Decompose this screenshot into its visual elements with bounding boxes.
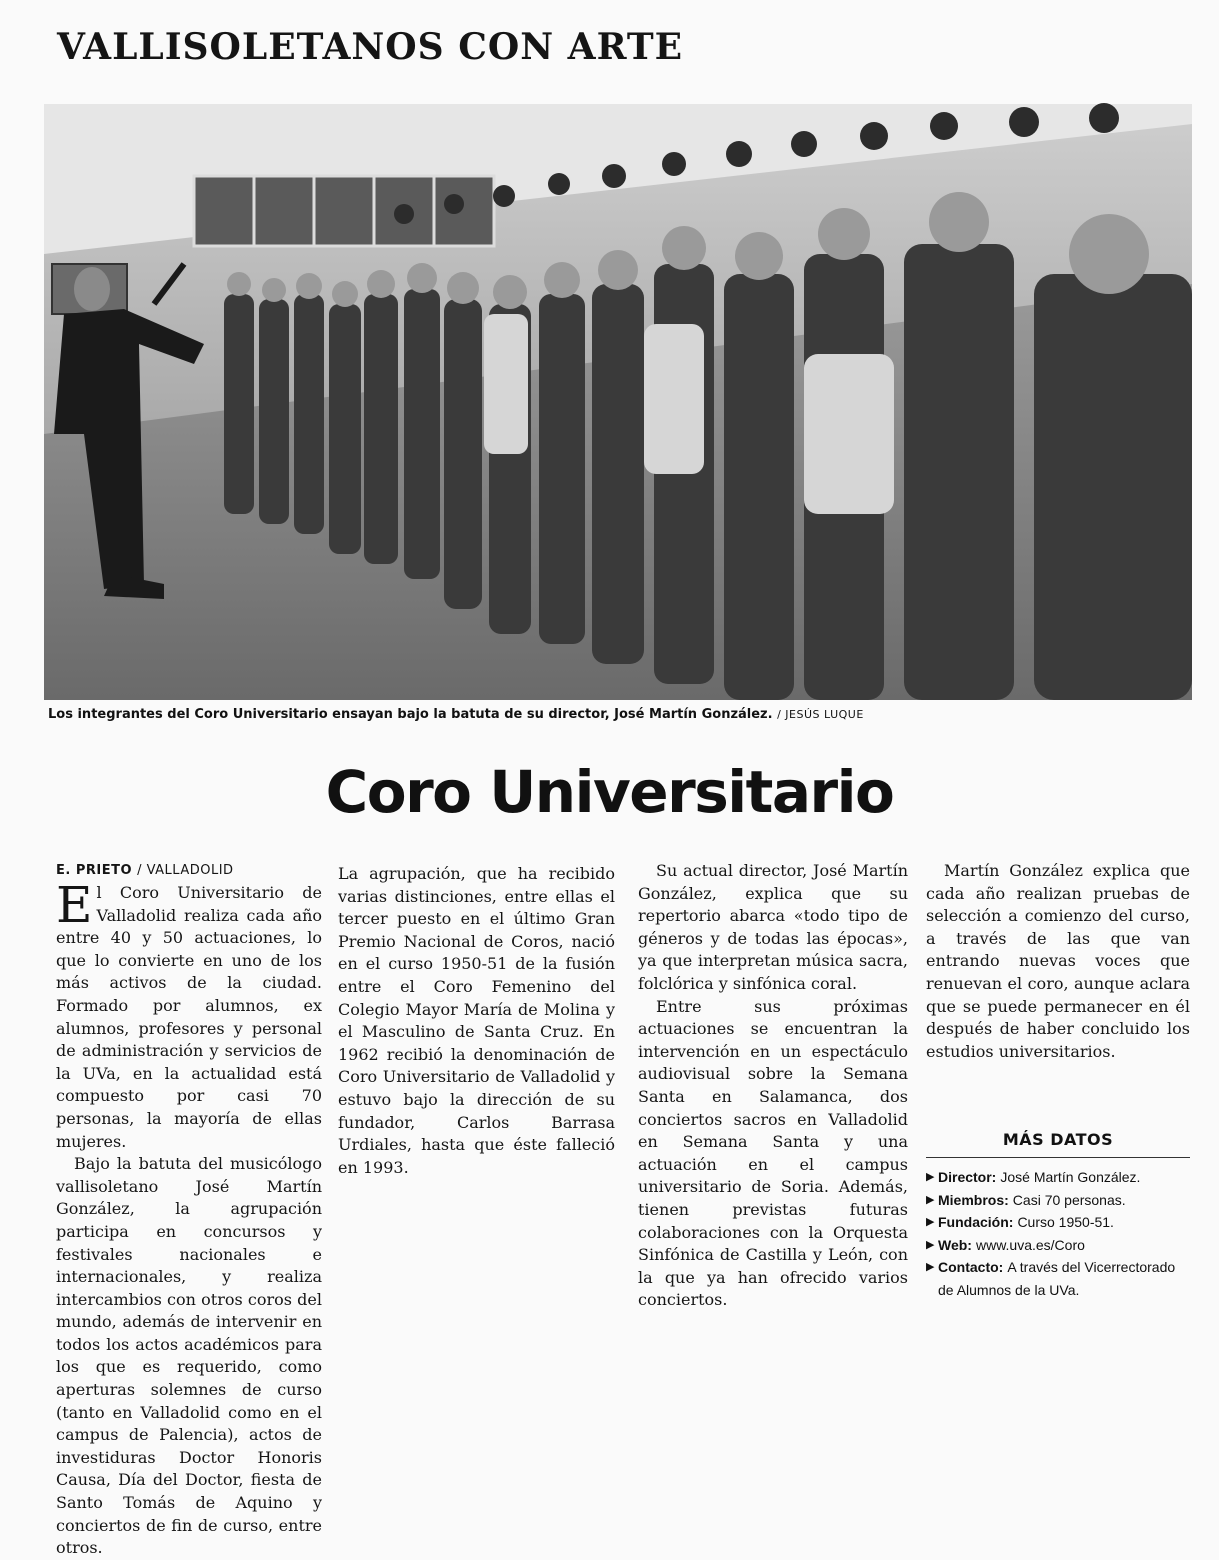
paragraph-6: Martín González explica que cada año realizan pruebas de selección a comienzo del curso, a través de las que van entrando nuevas voces que renuevan el coro, aunque aclara que se puede permanecer en él después de haber concluido los estudios universitarios. xyxy=(926,861,1190,1061)
article-column-3 xyxy=(638,860,908,1310)
paragraph-1 xyxy=(56,876,322,1153)
fact-miembros xyxy=(926,1189,1190,1212)
fact-web-link[interactable]: www.uva.es/Coro xyxy=(975,1236,1085,1253)
paragraph-2: Bajo la batuta del musicólogo vallisoletano José Martín González, la agrupación participa en concursos y festivales nacionales e internacionales, y realiza intercambios con otros coros del mundo, además de intervenir en todos los actos académicos para los que es requerido, como aperturas solemnes de curso (tanto en Valladolid como en el campus de Palencia), actos de investiduras Doctor Honoris Causa, Día del Doctor, fiesta de Santo Tomás de Aquino y conciertos de fin de curso, entre otros. xyxy=(56,1154,322,1558)
article-column-2 xyxy=(338,863,615,1303)
photo-caption xyxy=(48,707,1188,722)
fact-label: Contacto: xyxy=(938,1259,1004,1275)
triangle-right-icon: ▶ xyxy=(926,1261,935,1273)
fact-director xyxy=(926,1166,1190,1189)
photo-credit: / JESÚS LUQUE xyxy=(777,708,864,721)
fact-label: Web: xyxy=(938,1236,972,1253)
caption-text: Los integrantes del Coro Universitario ensayan bajo la batuta de su director, José Martín González. xyxy=(48,707,773,722)
choir-photo xyxy=(44,104,1192,700)
fact-box xyxy=(926,1130,1190,1301)
paragraph-1-text: l Coro Universitario de Valladolid realiza cada año entre 40 y 50 actuaciones, lo que lo convierte en uno de los más activos de la ciudad. Formado por alumnos, ex alumnos, profesores y personal de administración y servicios de la UVa, en la actualidad está compuesto por casi 70 personas, la mayoría de ellas mujeres. xyxy=(56,883,322,1151)
byline-author: E. PRIETO xyxy=(56,863,133,878)
fact-fundacion xyxy=(926,1211,1190,1234)
triangle-right-icon: ▶ xyxy=(926,1193,935,1206)
fact-box-title: MÁS DATOS xyxy=(1002,1130,1114,1149)
choir-photo-illustration xyxy=(44,104,1192,700)
fact-value: Casi 70 personas. xyxy=(1012,1191,1126,1208)
fact-contacto xyxy=(926,1256,1190,1301)
byline xyxy=(56,862,322,880)
fact-label: Miembros: xyxy=(938,1191,1009,1208)
byline-city: / VALLADOLID xyxy=(137,863,234,878)
fact-web xyxy=(926,1234,1190,1257)
paragraph-3: La agrupación, que ha recibido varias distinciones, entre ellas el tercer puesto en el último Gran Premio Nacional de Coros, nació en el curso 1950-51 de la fusión entre el Coro Femenino del Colegio Mayor María de Molina y el Masculino de Santa Cruz. En 1962 recibió la denominación de Coro Universitario de Valladolid y estuvo bajo la dirección de su fundador, Carlos Barrasa Urdiales, hasta que éste falleció en 1993. xyxy=(338,864,615,1177)
drop-cap: E xyxy=(56,876,93,934)
triangle-right-icon: ▶ xyxy=(926,1171,935,1183)
fact-value: A través del Vicerrectorado de Alumnos de la UVa. xyxy=(938,1259,1176,1298)
triangle-right-icon: ▶ xyxy=(926,1238,935,1251)
fact-value: José Martín González. xyxy=(1000,1169,1141,1185)
paragraph-4: Su actual director, José Martín González, explica que su repertorio abarca «todo tipo de géneros y de todas las épocas», ya que interpretan música sacra, folclórica y sinfónica coral. xyxy=(638,861,908,993)
paragraph-5: Entre sus próximas actuaciones se encuentran la intervención en un espectáculo audiovisual sobre la Semana Santa en Salamanca, dos conciertos sacros en Valladolid en Semana Santa y una actuación en el campus universitario de Soria. Además, tienen previstas futuras colaboraciones con la Orquesta Sinfónica de Castilla y León, con la que ya han ofrecido varios conciertos. xyxy=(638,996,908,1310)
headline: Coro Universitario xyxy=(325,758,894,826)
fact-value: Curso 1950-51. xyxy=(1017,1214,1114,1230)
article-column-4 xyxy=(926,860,1190,1120)
fact-label: Fundación: xyxy=(938,1214,1014,1230)
fact-box-rule xyxy=(926,1157,1190,1158)
article-column-1 xyxy=(56,862,322,1558)
fact-label: Director: xyxy=(938,1169,997,1185)
triangle-right-icon: ▶ xyxy=(926,1216,935,1228)
section-title: VALLISOLETANOS CON ARTE xyxy=(57,26,684,68)
